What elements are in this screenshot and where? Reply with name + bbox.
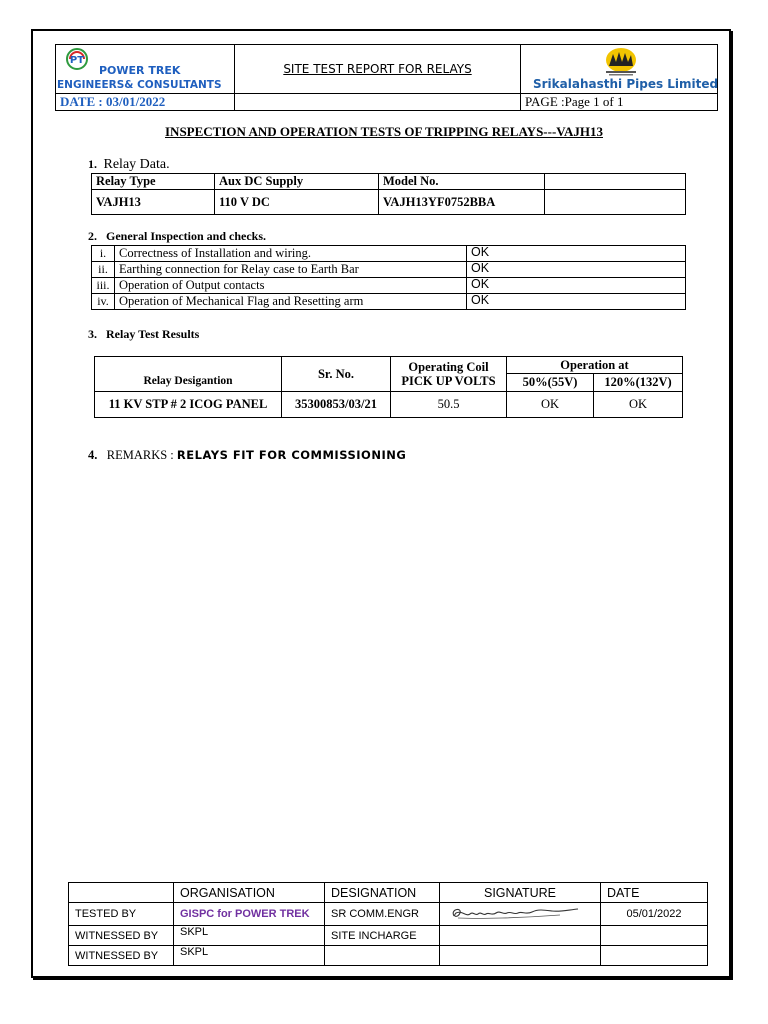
srno-header: Sr. No.: [282, 357, 391, 392]
designation-value: 11 KV STP # 2 ICOG PANEL: [95, 392, 282, 418]
blank-header: [545, 174, 686, 190]
blank-value: [545, 190, 686, 215]
signoff-blank-header: [69, 883, 174, 903]
signoff-role: TESTED BY: [69, 903, 174, 926]
organisation-header: ORGANISATION: [174, 883, 325, 903]
handwritten-signature-icon: [440, 903, 590, 922]
inspection-num: i.: [92, 246, 115, 262]
signoff-org: SKPL: [174, 926, 325, 946]
model-no-header: Model No.: [379, 174, 545, 190]
signoff-designation: [325, 946, 440, 966]
signoff-table: [68, 882, 708, 966]
pickup-header-line1: Operating Coil: [408, 360, 489, 374]
op-50-header: 50%(55V): [507, 374, 594, 392]
client-name: Srikalahasthi Pipes Limited: [533, 77, 719, 91]
signoff-org: GISPC for POWER TREK: [174, 903, 325, 926]
inspection-table: [91, 245, 686, 310]
designation-header: Relay Desigantion: [95, 357, 282, 392]
inspection-num: iii.: [92, 278, 115, 294]
section-2-heading: [88, 229, 266, 244]
inspection-num: iv.: [92, 294, 115, 310]
inspection-row: [92, 246, 686, 262]
date-header: DATE: [601, 883, 708, 903]
inspection-row: [92, 294, 686, 310]
op-120-header: 120%(132V): [594, 374, 683, 392]
signoff-org: SKPL: [174, 946, 325, 966]
inspection-result: OK: [467, 294, 686, 310]
relay-data-table: [91, 173, 686, 215]
relay-type-value: VAJH13: [92, 190, 215, 215]
signature-header: SIGNATURE: [440, 883, 601, 903]
signature-cell-empty: [440, 926, 601, 946]
section-2-number: 2.: [88, 229, 97, 243]
report-header: [55, 44, 718, 111]
aux-dc-header: Aux DC Supply: [215, 174, 379, 190]
signoff-date: [601, 946, 708, 966]
inspection-item: Correctness of Installation and wiring.: [115, 246, 467, 262]
operation-at-header: Operation at: [507, 357, 683, 374]
inspection-item: Earthing connection for Relay case to Earth Bar: [115, 262, 467, 278]
section-4-number: 4.: [88, 448, 98, 462]
signature-cell-empty: [440, 946, 601, 966]
signature-cell: [440, 903, 601, 926]
inspection-item: Operation of Mechanical Flag and Resetting arm: [115, 294, 467, 310]
op-120-value: OK: [594, 392, 683, 418]
section-1-number: 1.: [88, 157, 97, 171]
relay-test-results-table: [94, 356, 683, 418]
inspection-result: OK: [467, 278, 686, 294]
pickup-header-line2: PICK UP VOLTS: [401, 374, 496, 388]
section-1-title: Relay Data.: [103, 157, 170, 172]
remarks: [88, 448, 406, 463]
inspection-row: [92, 278, 686, 294]
section-3-number: 3.: [88, 327, 97, 341]
signoff-row: [69, 926, 708, 946]
inspection-num: ii.: [92, 262, 115, 278]
remarks-value: RELAYS FIT FOR COMMISSIONING: [176, 448, 407, 462]
power-trek-logo-icon: [66, 48, 88, 70]
signoff-date: 05/01/2022: [601, 903, 708, 926]
report-date: DATE : 03/01/2022: [56, 94, 235, 111]
inspection-item: Operation of Output contacts: [115, 278, 467, 294]
srno-value: 35300853/03/21: [282, 392, 391, 418]
model-no-value: VAJH13YF0752BBA: [379, 190, 545, 215]
signoff-row: [69, 946, 708, 966]
company-logo-block: [56, 45, 235, 94]
pickup-header: [391, 357, 507, 392]
section-3-title: Relay Test Results: [106, 327, 200, 341]
company-name-line2: ENGINEERS& CONSULTANTS: [57, 79, 222, 91]
client-block: [521, 45, 718, 94]
signoff-role: WITNESSED BY: [69, 946, 174, 966]
relay-type-header: Relay Type: [92, 174, 215, 190]
signoff-role: WITNESSED BY: [69, 926, 174, 946]
signoff-designation: SITE INCHARGE: [325, 926, 440, 946]
signoff-designation: SR COMM.ENGR: [325, 903, 440, 926]
main-title: INSPECTION AND OPERATION TESTS OF TRIPPING RELAYS---VAJH13: [165, 124, 603, 139]
inspection-row: [92, 262, 686, 278]
svg-text:PT: PT: [69, 55, 85, 66]
pickup-value: 50.5: [391, 392, 507, 418]
signoff-date: [601, 926, 708, 946]
inspection-result: OK: [467, 262, 686, 278]
section-1-heading: [88, 156, 170, 173]
section-2-title: General Inspection and checks.: [106, 229, 267, 243]
test-result-row: [95, 392, 683, 418]
company-name-line1: POWER TREK: [99, 64, 181, 77]
client-logo-icon: [591, 46, 651, 78]
header-spacer-cell: [235, 94, 521, 111]
aux-dc-value: 110 V DC: [215, 190, 379, 215]
designation-col-header: DESIGNATION: [325, 883, 440, 903]
report-title: SITE TEST REPORT FOR RELAYS: [235, 45, 521, 94]
section-3-heading: [88, 327, 199, 342]
inspection-result: OK: [467, 246, 686, 262]
signoff-row: [69, 903, 708, 926]
remarks-label: REMARKS :: [106, 448, 177, 462]
page-number: PAGE :Page 1 of 1: [521, 94, 718, 111]
op-50-value: OK: [507, 392, 594, 418]
